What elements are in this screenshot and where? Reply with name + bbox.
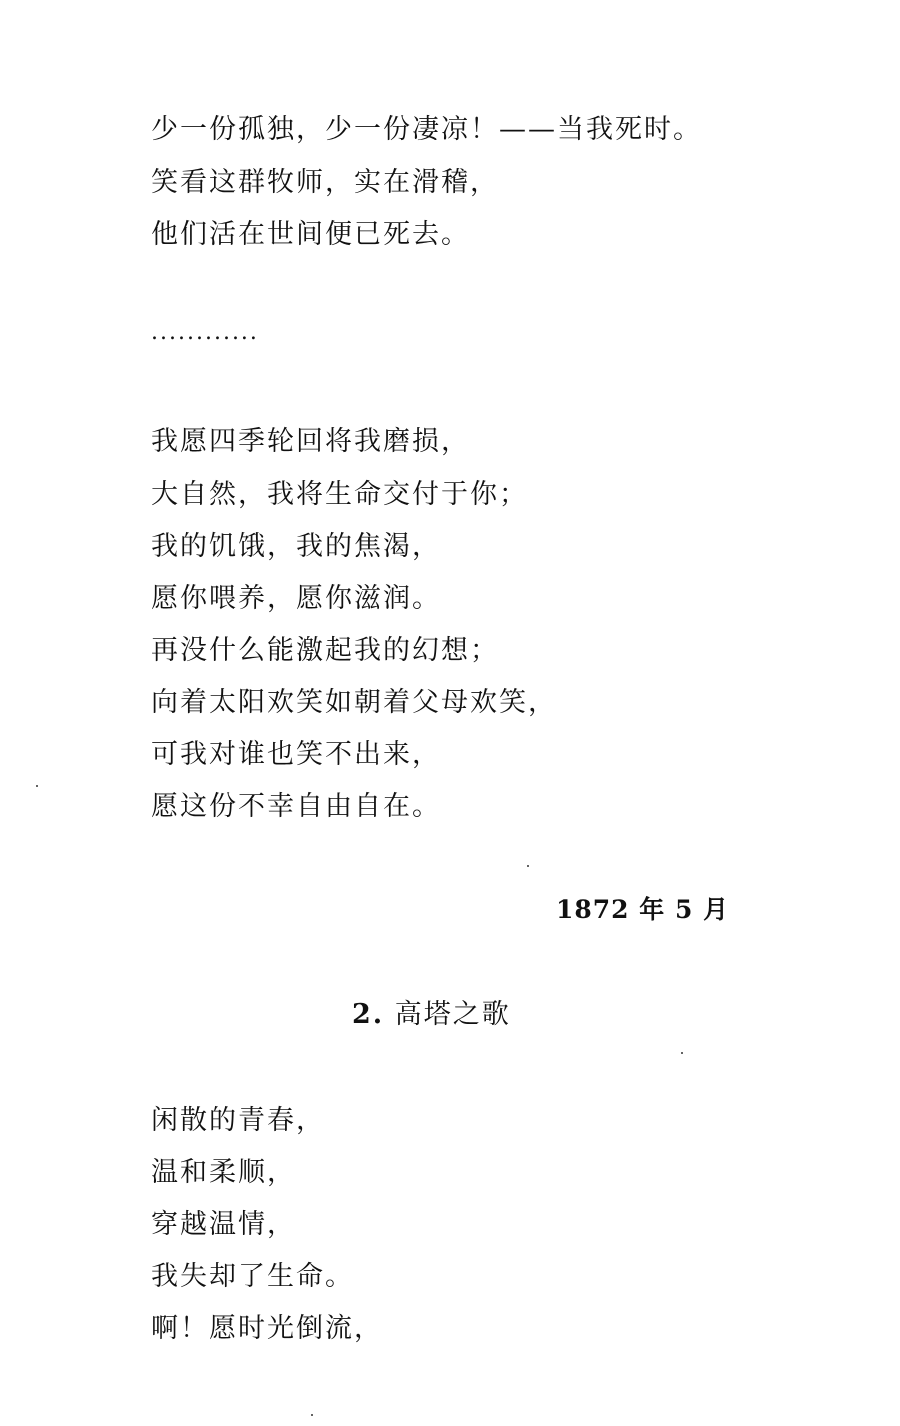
poem-line: 再没什么能激起我的幻想； [151,635,499,666]
scan-speck [527,865,529,867]
section-title: 高塔之歌 [394,999,511,1030]
scan-speck [681,1052,683,1054]
poem-date: 1872 年 5 月 [556,895,730,924]
poem-line: 我愿四季轮回将我磨损， [151,426,470,457]
poem-line: 笑看这群牧师，实在滑稽， [151,167,499,198]
poem-line: 闲散的青春， [151,1105,325,1136]
scan-speck [36,785,38,787]
poem-line: 啊！愿时光倒流， [151,1313,383,1344]
poem-line: 我的饥饿，我的焦渴， [151,531,441,562]
poem-line: 我失却了生命。 [151,1261,354,1292]
poem-line: 温和柔顺， [151,1157,296,1188]
ellipsis-separator: ............ [151,320,259,345]
scan-speck [311,1414,313,1416]
poem-line: 向着太阳欢笑如朝着父母欢笑， [151,687,557,718]
poem-line: 大自然，我将生命交付于你； [151,479,528,510]
section-number: 2. [352,999,385,1030]
poem-line: 愿你喂养，愿你滋润。 [151,583,441,614]
poem-line: 愿这份不幸自由自在。 [151,791,441,822]
poem-line: 可我对谁也笑不出来， [151,739,441,770]
poem-line: 他们活在世间便已死去。 [151,219,470,250]
section-heading [352,998,511,1032]
poem-line: 少一份孤独，少一份凄凉！——当我死时。 [151,114,702,145]
poem-line: 穿越温情， [151,1209,296,1240]
